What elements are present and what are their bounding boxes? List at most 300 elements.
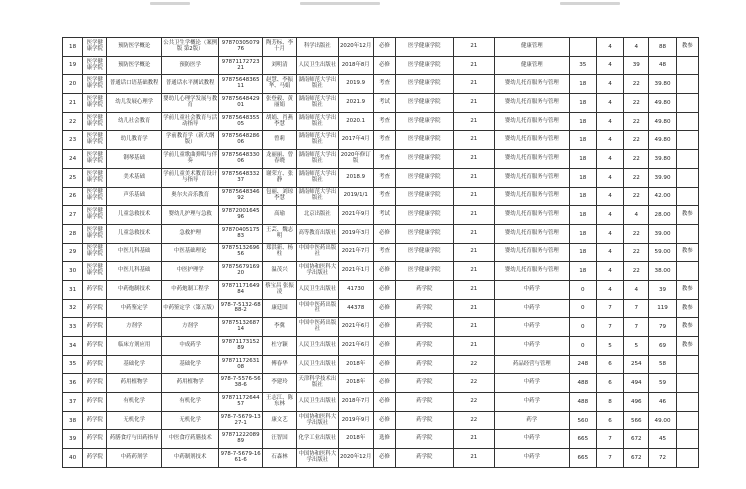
major-cell: 中药学 [494, 393, 569, 412]
table-row [63, 131, 699, 150]
publish-date-cell: 41730 [338, 280, 373, 299]
publisher-cell: 中国中医药出版社 [297, 243, 338, 262]
price-cell: 49.80 [649, 112, 676, 131]
table-row [63, 337, 699, 356]
grade-cell: 21 [453, 131, 494, 150]
textbook-cell: 婴幼儿心理学发展与教育 [161, 94, 219, 113]
count-b-cell: 4 [596, 38, 623, 57]
school-cell: 药学院 [396, 337, 454, 356]
publisher-cell: 人民卫生出版社 [297, 337, 338, 356]
row-number: 23 [63, 131, 83, 150]
publisher-cell: 湖南师范大学出版社 [297, 94, 338, 113]
publish-date-cell: 2017年4月 [338, 131, 373, 150]
isbn-cell: 978-7-5679-1327-1 [219, 411, 262, 430]
isbn-cell: 9787122208989 [219, 430, 262, 449]
major-cell: 婴幼儿托育服务与管理 [494, 168, 569, 187]
course-type-cell: 考查 [373, 112, 395, 131]
count-b-cell: 7 [596, 299, 623, 318]
note-cell [676, 355, 698, 374]
count-a-cell: 18 [569, 243, 596, 262]
textbook-cell: 婴幼儿护理与急救 [161, 206, 219, 225]
publish-date-cell: 2019年9月 [338, 411, 373, 430]
author-cell: 康文艺 [262, 411, 296, 430]
publisher-cell: 中国中医药出版社 [297, 318, 338, 337]
college-cell: 医学健康学院 [83, 206, 107, 225]
count-a-cell: 18 [569, 168, 596, 187]
grade-cell: 21 [453, 280, 494, 299]
course-type-cell: 必修 [373, 374, 395, 393]
college-cell: 医学健康学院 [83, 150, 107, 169]
course-type-cell: 考查 [373, 150, 395, 169]
note-cell: 教参 [676, 38, 698, 57]
count-total-cell: 39 [624, 56, 649, 75]
count-b-cell: 5 [596, 337, 623, 356]
count-b-cell: 4 [596, 187, 623, 206]
isbn-cell: 9787513268714 [219, 318, 262, 337]
major-cell: 婴幼儿托育服务与管理 [494, 94, 569, 113]
isbn-cell: 9787030507976 [219, 38, 262, 57]
major-cell: 婴幼儿托育服务与管理 [494, 131, 569, 150]
grade-cell: 21 [453, 206, 494, 225]
author-cell: 温茂兴 [262, 262, 296, 281]
count-total-cell: 22 [624, 75, 649, 94]
count-total-cell: 254 [624, 355, 649, 374]
publisher-cell: 人民卫生出版社 [297, 280, 338, 299]
course-cell: 方剂学 [107, 318, 162, 337]
isbn-cell: 978-7-5132-6888-2 [219, 299, 262, 318]
count-b-cell: 7 [596, 449, 623, 468]
author-cell: 谢荣方、张静 [262, 168, 296, 187]
course-type-cell: 考查 [373, 131, 395, 150]
count-total-cell: 566 [624, 411, 649, 430]
course-cell: 中药炮制技术 [107, 280, 162, 299]
count-total-cell: 22 [624, 224, 649, 243]
row-number: 21 [63, 94, 83, 113]
major-cell: 中药学 [494, 337, 569, 356]
note-cell: 教参 [676, 243, 698, 262]
major-cell: 健康管理 [494, 56, 569, 75]
publish-date-cell: 2020年12月 [338, 449, 373, 468]
textbook-cell: 公共卫生学概论（案例版 第2版） [161, 38, 219, 57]
publisher-cell: 人民卫生出版社 [297, 56, 338, 75]
count-b-cell: 4 [596, 131, 623, 150]
row-number: 28 [63, 224, 83, 243]
publisher-cell: 北京出版社 [297, 206, 338, 225]
college-cell: 药学院 [83, 411, 107, 430]
major-cell: 婴幼儿托育服务与管理 [494, 224, 569, 243]
major-cell: 婴幼儿托育服务与管理 [494, 150, 569, 169]
note-cell [676, 187, 698, 206]
row-number: 35 [63, 355, 83, 374]
major-cell: 婴幼儿托育服务与管理 [494, 112, 569, 131]
college-cell: 药学院 [83, 318, 107, 337]
college-cell: 医学健康学院 [83, 38, 107, 57]
row-number: 40 [63, 449, 83, 468]
count-b-cell: 6 [596, 411, 623, 430]
publish-date-cell: 2020年12月 [338, 38, 373, 57]
college-cell: 药学院 [83, 299, 107, 318]
note-cell: 教参 [676, 337, 698, 356]
school-cell: 药学院 [396, 430, 454, 449]
count-a-cell: 18 [569, 150, 596, 169]
count-b-cell: 7 [596, 430, 623, 449]
major-cell: 药学 [494, 411, 569, 430]
course-type-cell: 考查 [373, 168, 395, 187]
grade-cell: 21 [453, 449, 494, 468]
publish-date-cell: 2018年7月 [338, 393, 373, 412]
note-cell [676, 75, 698, 94]
note-cell [676, 411, 698, 430]
college-cell: 医学健康学院 [83, 75, 107, 94]
textbook-cell: 学前教育学（新大纲版） [161, 131, 219, 150]
college-cell: 医学健康学院 [83, 168, 107, 187]
publisher-cell: 化学工业出版社 [297, 430, 338, 449]
college-cell: 医学健康学院 [83, 131, 107, 150]
price-cell: 39 [649, 280, 676, 299]
college-cell: 医学健康学院 [83, 112, 107, 131]
textbook-cell: 中药炮制工程学 [161, 280, 219, 299]
count-b-cell: 4 [596, 94, 623, 113]
author-cell: 赵慧、李振华、马娟 [262, 75, 296, 94]
price-cell: 38.00 [649, 262, 676, 281]
college-cell: 药学院 [83, 393, 107, 412]
table-row [63, 187, 699, 206]
count-total-cell: 494 [624, 374, 649, 393]
isbn-cell: 978-7-5576-5638-6 [219, 374, 262, 393]
school-cell: 医学健康学院 [396, 262, 454, 281]
publisher-cell: 中国中医药出版社 [297, 299, 338, 318]
note-cell [676, 168, 698, 187]
author-cell: 高瑜 [262, 206, 296, 225]
publisher-cell: 湖南师范大学出版社 [297, 168, 338, 187]
count-a-cell: 35 [569, 56, 596, 75]
course-cell: 普通话口语基础教程 [107, 75, 162, 94]
isbn-cell: 9787564834692 [219, 187, 262, 206]
note-cell [676, 150, 698, 169]
publish-date-cell: 2018.9 [338, 168, 373, 187]
textbook-cell: 有机化学 [161, 393, 219, 412]
college-cell: 药学院 [83, 449, 107, 468]
course-cell: 中医儿科基础 [107, 243, 162, 262]
author-cell: 刘明清 [262, 56, 296, 75]
author-cell: 杜守颖 [262, 337, 296, 356]
count-a-cell: 560 [569, 411, 596, 430]
publish-date-cell: 2019.9 [338, 75, 373, 94]
grade-cell: 21 [453, 187, 494, 206]
textbook-cell: 普通话水平测试教程 [161, 75, 219, 94]
course-cell: 药用植物学 [107, 374, 162, 393]
price-cell: 59 [649, 374, 676, 393]
author-cell: 龙丽丽、曾春晓 [262, 150, 296, 169]
table-row [63, 262, 699, 281]
school-cell: 医学健康学院 [396, 168, 454, 187]
row-number: 19 [63, 56, 83, 75]
count-b-cell: 4 [596, 150, 623, 169]
price-cell: 39.80 [649, 75, 676, 94]
grade-cell: 21 [453, 94, 494, 113]
publish-date-cell: 2020.1 [338, 112, 373, 131]
course-cell: 儿童急救技术 [107, 206, 162, 225]
isbn-cell: 9787117263108 [219, 355, 262, 374]
isbn-cell: 9787040517583 [219, 224, 262, 243]
course-cell: 声乐基础 [107, 187, 162, 206]
publish-date-cell: 2018年 [338, 430, 373, 449]
count-b-cell: 4 [596, 56, 623, 75]
count-b-cell: 7 [596, 318, 623, 337]
isbn-cell: 9787117264457 [219, 393, 262, 412]
publish-date-cell: 2021年9月 [338, 206, 373, 225]
count-total-cell: 672 [624, 430, 649, 449]
publisher-cell: 湖南师范大学出版社 [297, 187, 338, 206]
count-b-cell: 4 [596, 224, 623, 243]
publish-date-cell: 2020年修订版 [338, 150, 373, 169]
price-cell: 45 [649, 430, 676, 449]
count-total-cell: 22 [624, 112, 649, 131]
course-type-cell: 必修 [373, 56, 395, 75]
publisher-cell: 高等教育出版社 [297, 224, 338, 243]
count-a-cell: 18 [569, 224, 596, 243]
publish-date-cell: 44378 [338, 299, 373, 318]
course-cell: 无机化学 [107, 411, 162, 430]
major-cell: 婴幼儿托育服务与管理 [494, 75, 569, 94]
course-cell: 中医儿科基础 [107, 262, 162, 281]
publisher-cell: 天津科学技术出版社 [297, 374, 338, 393]
textbook-cell: 中医基础理论 [161, 243, 219, 262]
publish-date-cell: 2019/1/1 [338, 187, 373, 206]
course-cell: 中药药剂学 [107, 449, 162, 468]
school-cell: 医学健康学院 [396, 224, 454, 243]
price-cell: 42.00 [649, 187, 676, 206]
price-cell: 49.00 [649, 411, 676, 430]
note-cell [676, 393, 698, 412]
price-cell: 79 [649, 318, 676, 337]
count-a-cell: 0 [569, 337, 596, 356]
grade-cell: 22 [453, 411, 494, 430]
table-row [63, 411, 699, 430]
course-type-cell: 必修 [373, 262, 395, 281]
count-total-cell: 22 [624, 131, 649, 150]
note-cell [676, 131, 698, 150]
school-cell: 医学健康学院 [396, 206, 454, 225]
publish-date-cell: 2018年 [338, 374, 373, 393]
major-cell: 中药学 [494, 299, 569, 318]
publish-date-cell: 2021.9 [338, 94, 373, 113]
row-number: 18 [63, 38, 83, 57]
grade-cell: 21 [453, 299, 494, 318]
publisher-cell: 湖南师范大学出版社 [297, 75, 338, 94]
school-cell: 药学院 [396, 355, 454, 374]
count-total-cell: 5 [624, 337, 649, 356]
row-number: 33 [63, 318, 83, 337]
grade-cell: 21 [453, 38, 494, 57]
note-cell [676, 262, 698, 281]
count-b-cell: 6 [596, 374, 623, 393]
publisher-cell: 中国协和医科大学出版社 [297, 262, 338, 281]
row-number: 36 [63, 374, 83, 393]
isbn-cell: 9787564835505 [219, 112, 262, 131]
textbook-table [62, 37, 699, 468]
major-cell: 婴幼儿托育服务与管理 [494, 206, 569, 225]
course-type-cell: 必修 [373, 355, 395, 374]
textbook-cell: 中药制剂技术 [161, 449, 219, 468]
author-cell: 陶芳标、李十月 [262, 38, 296, 57]
row-number: 32 [63, 299, 83, 318]
isbn-cell: 9787564833237 [219, 168, 262, 187]
table-row [63, 243, 699, 262]
count-total-cell: 496 [624, 393, 649, 412]
scan-top-marks [0, 0, 746, 14]
count-total-cell: 4 [624, 280, 649, 299]
college-cell: 药学院 [83, 355, 107, 374]
school-cell: 医学健康学院 [396, 243, 454, 262]
table-row [63, 224, 699, 243]
grade-cell: 21 [453, 150, 494, 169]
count-total-cell: 672 [624, 449, 649, 468]
course-cell: 幼儿社会教育 [107, 112, 162, 131]
table-row [63, 168, 699, 187]
major-cell: 中药学 [494, 280, 569, 299]
count-a-cell: 18 [569, 187, 596, 206]
count-b-cell: 4 [596, 75, 623, 94]
textbook-cell: 无机化学 [161, 411, 219, 430]
school-cell: 医学健康学院 [396, 94, 454, 113]
publisher-cell: 中国协和医科大学出版社 [297, 449, 338, 468]
course-cell: 基础化学 [107, 355, 162, 374]
textbook-cell: 学前儿童美术教育设计与指导 [161, 168, 219, 187]
course-cell: 中药鉴定学 [107, 299, 162, 318]
publisher-cell: 湖南师范大学出版社 [297, 150, 338, 169]
grade-cell: 21 [453, 75, 494, 94]
count-b-cell: 4 [596, 206, 623, 225]
college-cell: 药学院 [83, 337, 107, 356]
college-cell: 医学健康学院 [83, 224, 107, 243]
note-cell [676, 112, 698, 131]
publish-date-cell: 2021年7月 [338, 243, 373, 262]
author-cell: 李冀 [262, 318, 296, 337]
course-type-cell: 考查 [373, 187, 395, 206]
price-cell: 72 [649, 449, 676, 468]
publish-date-cell: 2021年6月 [338, 337, 373, 356]
count-a-cell [569, 38, 596, 57]
table-row [63, 75, 699, 94]
price-cell: 48 [649, 56, 676, 75]
isbn-cell: 9787200164596 [219, 206, 262, 225]
count-b-cell: 6 [596, 355, 623, 374]
isbn-cell: 9787564842901 [219, 94, 262, 113]
note-cell [676, 430, 698, 449]
college-cell: 医学健康学院 [83, 243, 107, 262]
table-row [63, 430, 699, 449]
textbook-cell: 中医食疗药膳技术 [161, 430, 219, 449]
course-type-cell: 必修 [373, 299, 395, 318]
course-cell: 临床方剂应用 [107, 337, 162, 356]
count-total-cell: 22 [624, 150, 649, 169]
publisher-cell: 人民卫生出版社 [297, 393, 338, 412]
price-cell: 28.00 [649, 206, 676, 225]
school-cell: 医学健康学院 [396, 56, 454, 75]
table-row [63, 38, 699, 57]
course-type-cell: 必修 [373, 393, 395, 412]
textbook-cell: 中药鉴定学（第五版） [161, 299, 219, 318]
isbn-cell: 9787513269656 [219, 243, 262, 262]
course-cell: 幼儿教育学 [107, 131, 162, 150]
course-type-cell: 必修 [373, 411, 395, 430]
course-type-cell: 必修 [373, 449, 395, 468]
author-cell: 康廷国 [262, 299, 296, 318]
isbn-cell: 9787117272321 [219, 56, 262, 75]
row-number: 39 [63, 430, 83, 449]
grade-cell: 21 [453, 430, 494, 449]
isbn-cell: 9787567916920 [219, 262, 262, 281]
note-cell: 教参 [676, 206, 698, 225]
textbook-cell: 学前儿童社会教育与活动指导 [161, 112, 219, 131]
table-row [63, 374, 699, 393]
isbn-cell: 9787564836511 [219, 75, 262, 94]
college-cell: 药学院 [83, 430, 107, 449]
publisher-cell: 中国协和医科大学出版社 [297, 411, 338, 430]
college-cell: 医学健康学院 [83, 187, 107, 206]
price-cell: 39.80 [649, 150, 676, 169]
count-a-cell: 18 [569, 75, 596, 94]
count-a-cell: 18 [569, 262, 596, 281]
textbook-cell: 预防医学 [161, 56, 219, 75]
count-total-cell: 22 [624, 262, 649, 281]
course-type-cell: 考试 [373, 206, 395, 225]
major-cell: 婴幼儿托育服务与管理 [494, 243, 569, 262]
count-total-cell: 22 [624, 94, 649, 113]
major-cell: 中药学 [494, 318, 569, 337]
row-number: 38 [63, 411, 83, 430]
grade-cell: 22 [453, 355, 494, 374]
school-cell: 医学健康学院 [396, 150, 454, 169]
author-cell: 石森林 [262, 449, 296, 468]
note-cell [676, 449, 698, 468]
school-cell: 药学院 [396, 318, 454, 337]
author-cell: 包丽、刘琼李慧 [262, 187, 296, 206]
count-a-cell: 18 [569, 206, 596, 225]
price-cell: 49.80 [649, 131, 676, 150]
college-cell: 医学健康学院 [83, 262, 107, 281]
table-row [63, 449, 699, 468]
course-cell: 儿童急救技术 [107, 224, 162, 243]
school-cell: 药学院 [396, 280, 454, 299]
course-type-cell: 考查 [373, 243, 395, 262]
textbook-cell: 奥尔夫音乐教育 [161, 187, 219, 206]
author-cell: 张登毅、黄丽娟 [262, 94, 296, 113]
count-a-cell: 0 [569, 280, 596, 299]
publish-date-cell: 2021年6月 [338, 318, 373, 337]
table-row [63, 280, 699, 299]
author-cell: 曾莉 [262, 131, 296, 150]
college-cell: 医学健康学院 [83, 56, 107, 75]
grade-cell: 21 [453, 224, 494, 243]
table-row [63, 318, 699, 337]
row-number: 29 [63, 243, 83, 262]
publisher-cell: 人民卫生出版社 [297, 355, 338, 374]
course-type-cell: 选修 [373, 430, 395, 449]
course-cell: 有机化学 [107, 393, 162, 412]
count-a-cell: 488 [569, 374, 596, 393]
course-cell: 幼儿发展心理学 [107, 94, 162, 113]
row-number: 30 [63, 262, 83, 281]
count-a-cell: 18 [569, 94, 596, 113]
major-cell: 健康管理 [494, 38, 569, 57]
count-a-cell: 665 [569, 449, 596, 468]
row-number: 26 [63, 187, 83, 206]
table-row [63, 112, 699, 131]
grade-cell: 22 [453, 393, 494, 412]
course-type-cell: 考试 [373, 94, 395, 113]
